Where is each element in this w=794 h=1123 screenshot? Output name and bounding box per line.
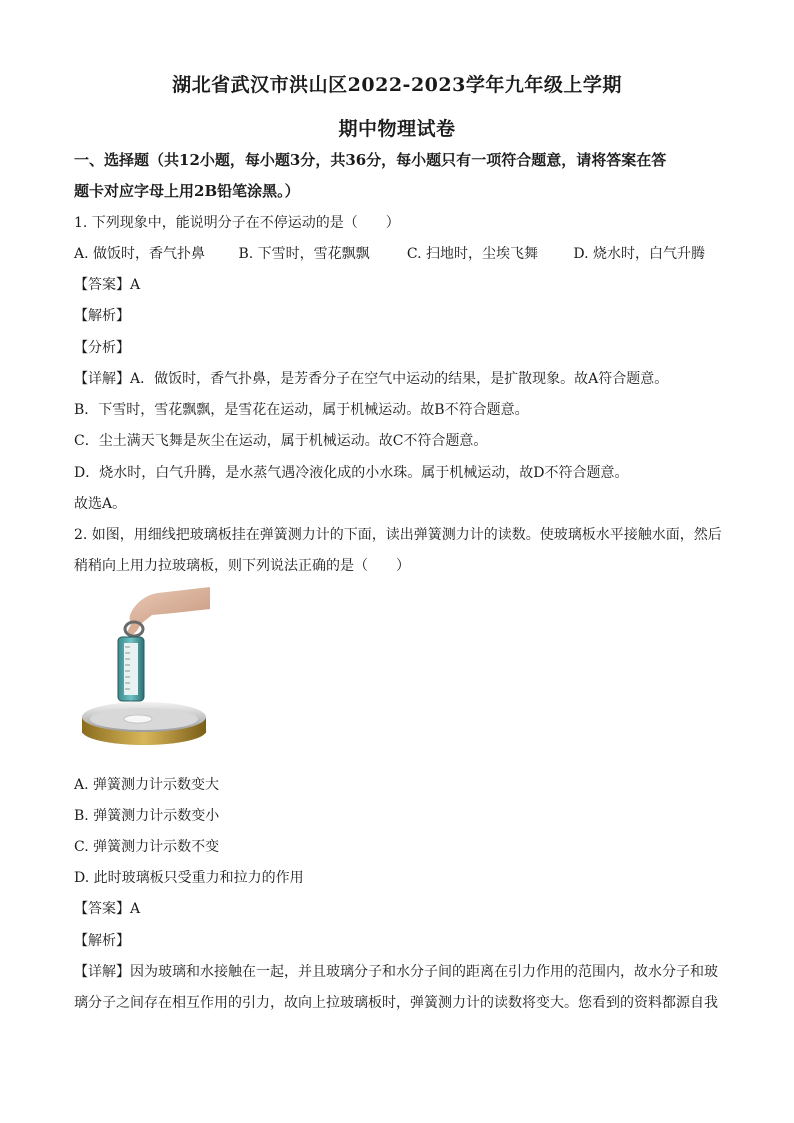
q1-conclusion: 故选A。 [74, 496, 127, 512]
q2-stem-line2: 稍稍向上用力拉玻璃板，则下列说法正确的是（ ） [74, 558, 410, 574]
q1-option-c: C. 扫地时，尘埃飞舞 [406, 246, 539, 262]
q2-detail-line2: 璃分子之间存在相互作用的引力，故向上拉玻璃板时，弹簧测力计的读数将变大。您看到的资料都源自我 [74, 995, 718, 1011]
q1-options [74, 244, 705, 264]
q2-answer: 【答案】A [74, 901, 141, 917]
doc-title-line2: 期中物理试卷 [338, 118, 456, 140]
q2-option-d: D. 此时玻璃板只受重力和拉力的作用 [74, 870, 304, 886]
q1-stem: 1. 下列现象中，能说明分子在不停运动的是（ ） [74, 215, 400, 231]
q1-fenxi-label: 【分析】 [74, 340, 130, 356]
q1-option-a: A. 做饭时，香气扑鼻 [74, 246, 206, 262]
q1-option-d: D. 烧水时，白气升腾 [573, 246, 705, 262]
q1-detail-b: B．下雪时，雪花飘飘，是雪花在运动，属于机械运动。故B不符合题意。 [74, 402, 529, 418]
doc-title-line1: 湖北省武汉市洪山区2022-2023学年九年级上学期 [172, 74, 622, 96]
q2-option-a: A. 弹簧测力计示数变大 [74, 777, 220, 793]
spring-scale-figure [78, 583, 210, 759]
section-heading-line2: 题卡对应字母上用2B铅笔涂黑。） [74, 182, 300, 200]
q2-option-b: B. 弹簧测力计示数变小 [74, 808, 220, 824]
q1-detail-c: C．尘土满天飞舞是灰尘在运动，属于机械运动。故C不符合题意。 [74, 433, 488, 449]
q1-detail-d: D．烧水时，白气升腾，是水蒸气遇冷液化成的小水珠。属于机械运动，故D不符合题意。 [74, 465, 629, 481]
q2-detail-line1: 【详解】因为玻璃和水接触在一起，并且玻璃分子和水分子间的距离在引力作用的范围内，故水分子和玻 [74, 964, 718, 980]
q2-jiexi-label: 【解析】 [74, 933, 130, 949]
q1-jiexi-label: 【解析】 [74, 308, 130, 324]
q1-detail-a: 【详解】A．做饭时，香气扑鼻，是芳香分子在空气中运动的结果，是扩散现象。故A符合题意。 [74, 371, 669, 387]
section-heading-line1: 一、选择题（共12小题，每小题3分，共36分，每小题只有一项符合题意，请将答案在答 [74, 151, 667, 169]
q1-answer: 【答案】A [74, 277, 141, 293]
q2-stem-line1: 2. 如图，用细线把玻璃板挂在弹簧测力计的下面，读出弹簧测力计的读数。使玻璃板水平接触水面，然后 [74, 527, 722, 543]
q1-option-b: B. 下雪时，雪花飘飘 [238, 246, 370, 262]
q2-option-c: C. 弹簧测力计示数不变 [74, 839, 220, 855]
